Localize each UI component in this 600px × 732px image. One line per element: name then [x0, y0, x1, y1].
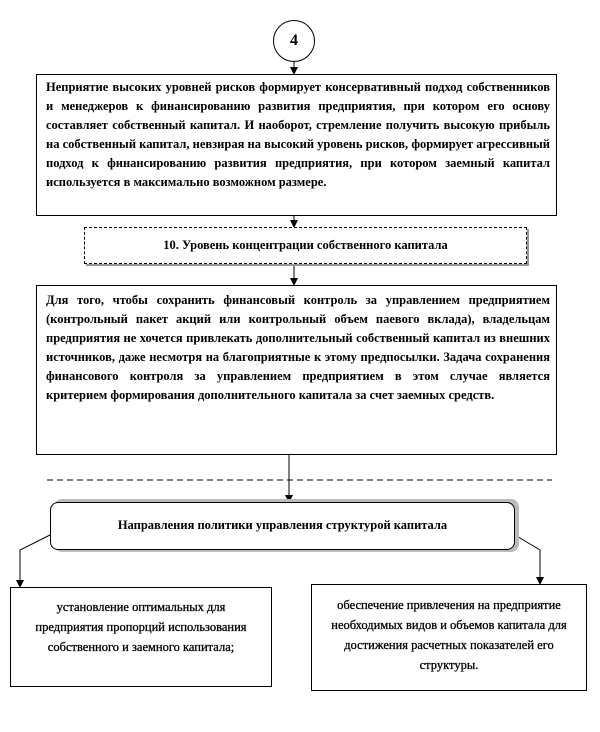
factor-10-heading-box: [84, 227, 527, 264]
policy-directions-title: Направления политики управления структурой капитала: [117, 518, 448, 532]
policy-directions-box: [50, 502, 515, 550]
step-number: 4: [290, 32, 298, 49]
direction-right-text: обеспечение привлечения на предприятие необходимых видов и объемов капитала для достижения расчетных показателей его структуры.: [331, 598, 567, 672]
direction-left-text: установление оптимальных для предприятия пропорций использования собственного и заемного капитала;: [35, 600, 247, 654]
direction-left-box: [10, 587, 272, 687]
financial-control-text: Для того, чтобы сохранить финансовый контроль за управлением предприятием (контрольный пакет акций или контрольный объем паевого вклада), владельцам предприятия не хочется привлекать дополнительный собственный капитал из внешних источников, даже несмотря на благоприятные к этому предпосылки. Задача сохранения финансового контроля за управлением предприятием в этом случае является критерием формирования дополнительного капитала за счет заемных средств.: [46, 293, 550, 402]
risk-approach-text: Неприятие высоких уровней рисков формирует консервативный подход собственников и менеджеров к финансированию развития предприятия, при котором его основу составляет собственный капитал. И наоборот, стремление получить высокую прибыль на собственный капитал, невзирая на высокий уровень рисков, формирует агрессивный подход к финансированию развития предприятия, при котором заемный капитал используется в максимально возможном размере.: [46, 80, 550, 189]
direction-right-box: [311, 584, 587, 691]
step-number-circle: [273, 20, 315, 62]
arrow-policy-to-left: [20, 535, 50, 587]
arrow-policy-to-right: [515, 535, 540, 584]
risk-approach-block: [36, 74, 557, 216]
factor-10-title: 10. Уровень концентрации собственного капитала: [163, 238, 448, 252]
financial-control-block: [36, 285, 557, 455]
